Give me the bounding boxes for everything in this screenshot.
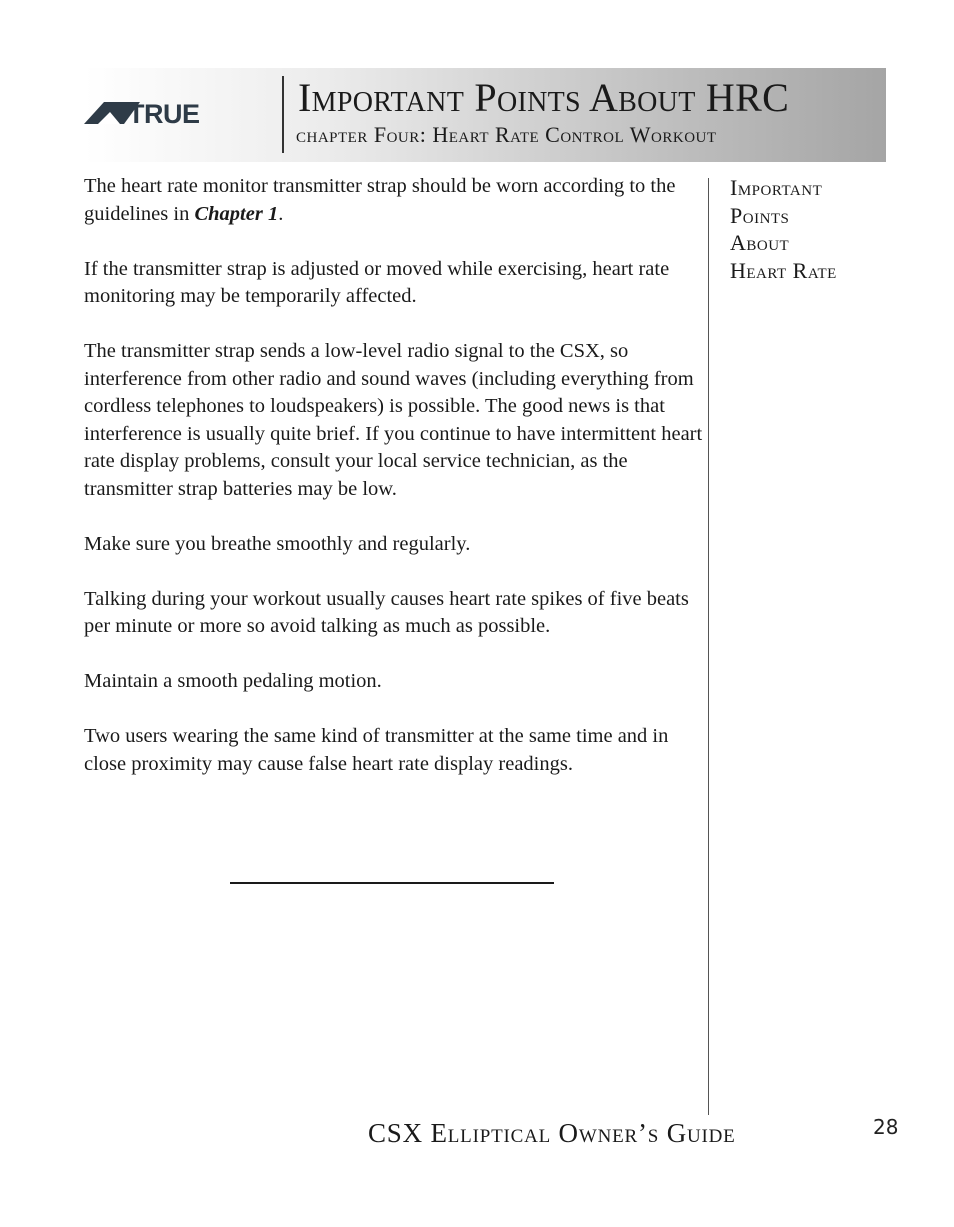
- true-logo-mark: [84, 98, 254, 134]
- paragraph-talking: Talking during your workout usually causes heart rate spikes of five beats per minute or more so avoid talking as much as possible.: [84, 587, 689, 637]
- page-number: 28: [873, 1115, 899, 1139]
- sidebar-rule: [708, 178, 709, 1115]
- logo-text: TRUE: [128, 99, 200, 129]
- body-text: [84, 173, 704, 806]
- chapter-reference: Chapter 1: [194, 202, 279, 225]
- paragraph-interference: The transmitter strap sends a low-level radio signal to the CSX, so interference from other radio and sound waves (including everything from cordless telephones to loudspeakers) is possible. The good news is that interference is usually quite brief. If you continue to have intermittent heart rate display problems, consult your local service technician, as the transmitter strap batteries may be low.: [84, 340, 703, 500]
- paragraph-breathing: Make sure you breathe smoothly and regularly.: [84, 532, 471, 555]
- sidebar-heading-line: Points: [730, 202, 790, 228]
- page-header: [84, 68, 886, 162]
- chapter-subtitle: chapter Four: Heart Rate Control Workout: [296, 122, 717, 147]
- paragraph-strap-guidelines: [84, 173, 704, 228]
- paragraph-text: .: [278, 202, 284, 225]
- true-logo: [84, 98, 254, 134]
- footer-guide-title: CSX Elliptical Owner’s Guide: [368, 1118, 736, 1148]
- paragraph-text: The heart rate monitor transmitter strap should be worn according to the guidelines in: [84, 175, 676, 225]
- paragraph-pedaling: Maintain a smooth pedaling motion.: [84, 670, 382, 692]
- sidebar-heading-line: About: [730, 230, 790, 255]
- sidebar-heading: [730, 174, 900, 284]
- sidebar-heading-line: Important: [730, 175, 823, 200]
- header-divider: [282, 76, 284, 153]
- section-end-rule: [230, 882, 554, 884]
- sidebar-heading-line: Heart Rate: [730, 257, 837, 283]
- page-title: Important Points About HRC: [298, 75, 790, 120]
- paragraph-two-users: Two users wearing the same kind of transmitter at the same time and in close proximity may cause false heart rate display readings.: [84, 725, 669, 775]
- paragraph-strap-adjusted: If the transmitter strap is adjusted or moved while exercising, heart rate monitoring may be temporarily affected.: [84, 257, 670, 307]
